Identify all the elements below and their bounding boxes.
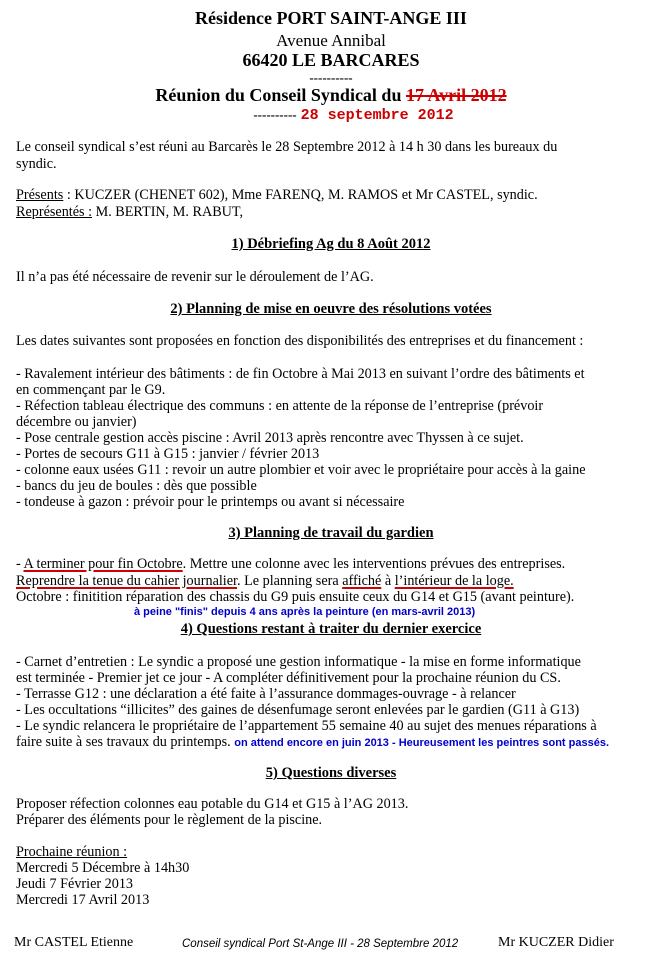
dash: - xyxy=(16,556,24,572)
represented-line xyxy=(16,204,243,221)
section-2-line: - Réfection tableau électrique des communs : en attente de la réponse de l’entreprise (prévoir xyxy=(16,398,544,414)
section-2-title: 2) Planning de mise en oeuvre des résolutions votées xyxy=(170,301,492,317)
underlined-text: A terminer pour fin Octobre xyxy=(23,556,183,572)
section-5-title: 5) Questions diverses xyxy=(265,765,397,781)
section-3-title: 3) Planning de travail du gardien xyxy=(228,525,434,541)
present-line xyxy=(16,187,538,204)
footer-right-signature: Mr KUCZER Didier xyxy=(498,935,614,950)
intro-line-2: syndic. xyxy=(16,156,57,172)
section-5-line: Proposer réfection colonnes eau potable du G14 et G15 à l’AG 2013. xyxy=(16,796,409,812)
footer-center: Conseil syndical Port St-Ange III - 28 Septembre 2012 xyxy=(182,938,459,950)
section-3-line-1-rest: . Mettre une colonne avec les interventions prévues des entreprises. xyxy=(182,556,566,572)
section-1-title: 1) Débriefing Ag du 8 Août 2012 xyxy=(231,236,431,252)
header-separator: ---------- xyxy=(309,70,353,85)
section-4-last-line xyxy=(16,734,609,751)
struck-date: 17 Avril 2012 xyxy=(405,85,507,105)
street-address: Avenue Annibal xyxy=(276,31,386,50)
new-date-line xyxy=(0,106,662,124)
header-separator-2: ---------- xyxy=(253,107,297,122)
section-4-line: est terminée - Premier jet ce jour - A compléter définitivement pour la prochaine réunion du CS. xyxy=(16,670,561,686)
handwritten-annotation-2: on attend encore en juin 2013 - Heureusement les peintres sont passés. xyxy=(234,737,609,749)
section-3-line-3: Octobre : finitition réparation des chassis du G9 puis ensuite ceux du G14 et G15 (avant peinture). xyxy=(16,589,575,605)
meeting-title: Réunion du Conseil Syndical du xyxy=(155,85,402,105)
intro-line-1: Le conseil syndical s’est réuni au Barcarès le 28 Septembre 2012 à 14 h 30 dans les bureaux du xyxy=(16,139,558,155)
section-2-line: - tondeuse à gazon : prévoir pour le printemps ou avant si nécessaire xyxy=(16,494,405,510)
underlined-text: affiché xyxy=(342,573,382,589)
present-text: : KUCZER (CHENET 602), Mme FARENQ, M. RAMOS et Mr CASTEL, syndic. xyxy=(63,187,538,203)
section-2-line: - Ravalement intérieur des bâtiments : de fin Octobre à Mai 2013 en suivant l’ordre des bâtiments et xyxy=(16,366,585,382)
section-2-line: en commençant par le G9. xyxy=(16,382,166,398)
underlined-text: l’intérieur de la loge. xyxy=(394,573,514,589)
section-4-line: - Terrasse G12 : une déclaration a été faite à l’assurance dommages-ouvrage - à relancer xyxy=(16,686,516,702)
handwritten-new-date: 28 septembre 2012 xyxy=(300,107,454,124)
section-2-line: - Portes de secours G11 à G15 : janvier / février 2013 xyxy=(16,446,320,462)
next-meeting-date: Jeudi 7 Février 2013 xyxy=(16,876,134,892)
section-2-line: - colonne eaux usées G11 : revoir un autre plombier et voir avec le propriétaire pour accès à la gaine xyxy=(16,462,586,478)
residence-title: Résidence PORT SAINT-ANGE III xyxy=(195,8,467,28)
city-address: 66420 LE BARCARES xyxy=(242,50,420,70)
section-2-line: - Pose centrale gestion accès piscine : Avril 2013 après rencontre avec Thyssen à ce sujet. xyxy=(16,430,524,446)
next-meeting-date: Mercredi 17 Avril 2013 xyxy=(16,892,150,908)
section-4-title: 4) Questions restant à traiter du dernier exercice xyxy=(180,621,482,637)
underlined-text: Reprendre la tenue du cahier journalier xyxy=(16,573,237,589)
footer-left-signature: Mr CASTEL Etienne xyxy=(14,935,134,950)
present-label: Présents xyxy=(16,187,64,203)
meeting-title-line xyxy=(0,85,662,106)
plain-text: . Le planning sera xyxy=(237,573,343,589)
section-2-intro: Les dates suivantes sont proposées en fonction des disponibilités des entreprises et du financement : xyxy=(16,333,584,349)
section-3-line-2 xyxy=(16,573,514,590)
handwritten-annotation-1: à peine "finis" depuis 4 ans après la peinture (en mars-avril 2013) xyxy=(134,606,476,618)
section-1-text: Il n’a pas été nécessaire de revenir sur le déroulement de l’AG. xyxy=(16,269,374,285)
next-meeting-label: Prochaine réunion : xyxy=(16,844,128,860)
section-4-line: faire suite à ses travaux du printemps. xyxy=(16,734,231,750)
section-4-line: - Carnet d’entretien : Le syndic a proposé une gestion informatique - la mise en forme informatique xyxy=(16,654,581,670)
section-3-line-1 xyxy=(16,556,565,573)
next-meeting-date: Mercredi 5 Décembre à 14h30 xyxy=(16,860,190,876)
section-2-line: décembre ou janvier) xyxy=(16,414,137,430)
represented-label: Représentés : xyxy=(16,204,93,220)
section-5-line: Préparer des éléments pour le règlement de la piscine. xyxy=(16,812,323,828)
section-4-line: - Le syndic relancera le propriétaire de l’appartement 55 semaine 40 au sujet des menues réparations à xyxy=(16,718,597,734)
section-4-line: - Les occultations “illicites” des gaines de désenfumage seront enlevées par le gardien (G11 à G13) xyxy=(16,702,580,718)
plain-text: à xyxy=(381,573,395,589)
section-2-line: - bancs du jeu de boules : dès que possible xyxy=(16,478,257,494)
represented-text: M. BERTIN, M. RABUT, xyxy=(92,204,244,220)
